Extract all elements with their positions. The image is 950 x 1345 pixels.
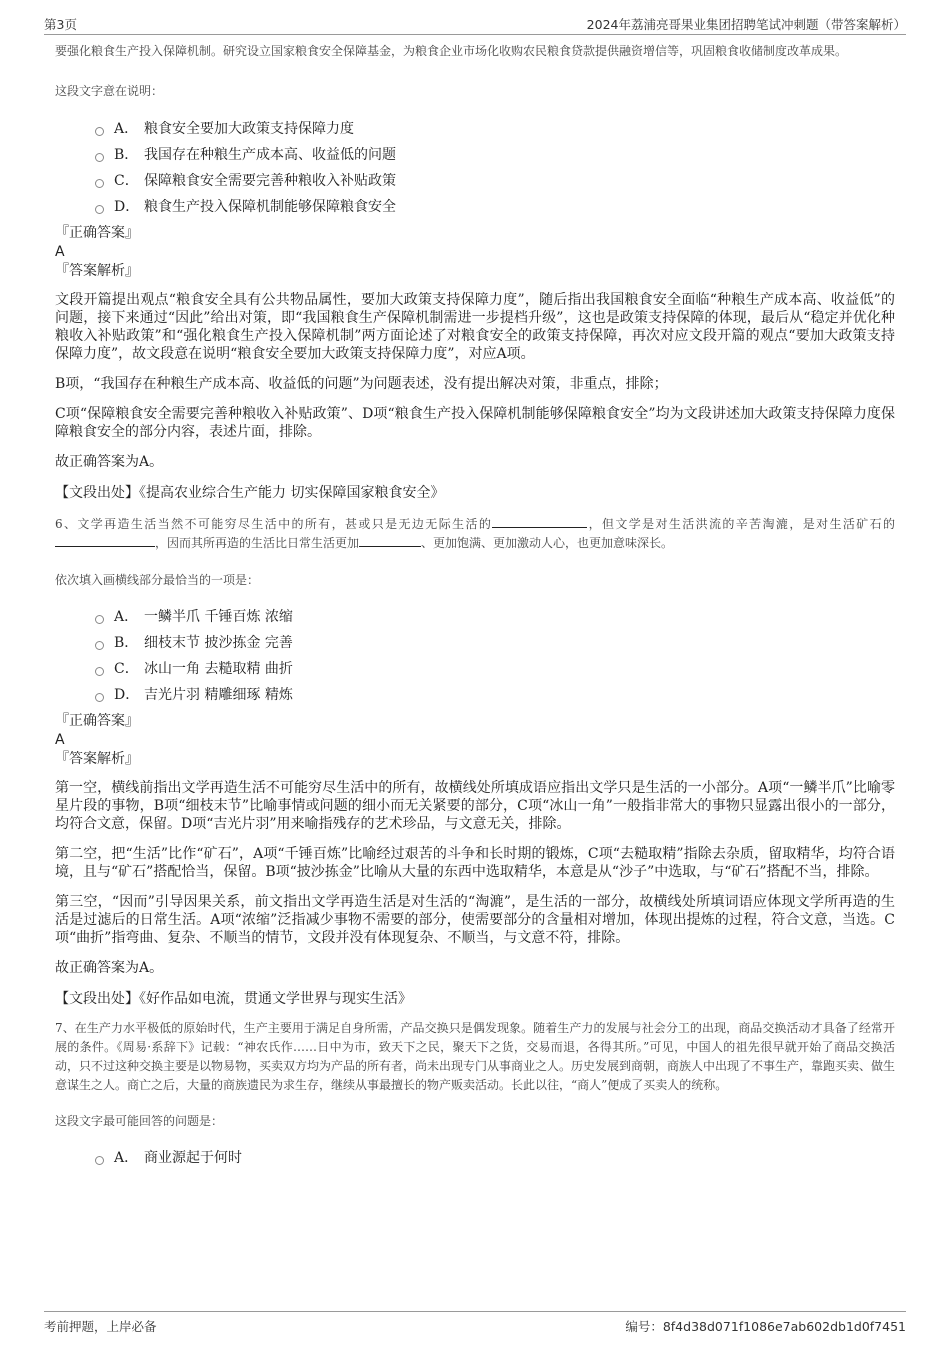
q7-passage: 7、在生产力水平极低的原始时代，生产主要用于满足自身所需，产品交换只是偶发现象。随着生产力的发展与社会分工的出现，商品交换活动才具备了经常开展的条件。《周易·系辞下》记载：“神农氏作……日中为市，致天下之民，聚天下之货，交易而退，各得其所。”可见，中国人的祖先很早就开始了商品交换活动，只不过这种交换主要是以物易物，买卖双方均为产品的所有者，尚未出现专门从事商业之人。历史发展到商朝，商族人中出现了不事生产，靠跑买卖、做生意谋生之人。商亡之后，大量的商族遗民为求生存，继续从事最擅长的物产贩卖活动。长此以往，“商人”便成了买卖人的统称。	[55, 1021, 896, 1092]
option-text: 粮食生产投入保障机制能够保障粮食安全	[144, 199, 396, 215]
radio-button-icon[interactable]	[95, 179, 104, 188]
q7-prompt: 这段文字最可能回答的问题是：	[55, 1114, 224, 1128]
radio-button-icon[interactable]	[95, 153, 104, 162]
q5-options	[55, 116, 895, 220]
q6-option-c[interactable]	[95, 656, 895, 682]
radio-button-icon[interactable]	[95, 615, 104, 624]
radio-button-icon[interactable]	[95, 205, 104, 214]
option-letter: C．	[114, 661, 139, 677]
option-text: 商业源起于何时	[144, 1150, 242, 1166]
q7-option-a[interactable]	[95, 1145, 895, 1171]
page-content	[55, 38, 895, 1171]
radio-button-icon[interactable]	[95, 127, 104, 136]
radio-button-icon[interactable]	[95, 693, 104, 702]
q6-prompt: 依次填入画横线部分最恰当的一项是：	[55, 573, 260, 587]
option-text: 保障粮食安全需要完善种粮收入补贴政策	[144, 173, 396, 189]
radio-button-icon[interactable]	[95, 667, 104, 676]
option-text: 粮食安全要加大政策支持保障力度	[144, 121, 354, 137]
option-text: 冰山一角 去糙取精 曲折	[144, 661, 293, 677]
option-letter: A．	[114, 121, 139, 137]
document-title: 2024年荔浦亮哥果业集团招聘笔试冲刺题（带答案解析）	[586, 17, 906, 32]
q6-analysis-3: 第三空，“因而”引导因果关系，前文指出文学再造生活是对生活的“淘漉”，是生活的一部分，故横线处所填词语应体现文学所再造的生活是过滤后的日常生活。A项“浓缩”泛指减少事物不需要的部分，使需要部分的含量相对增加，体现出提炼的过程，符合文意，当选。C项“曲折”指弯曲、复杂、不顺当的情节，文段并没有体现复杂、不顺当，与文意不符，排除。	[55, 894, 895, 946]
fill-blank	[492, 515, 587, 528]
q7-options	[55, 1145, 895, 1171]
q6-options	[55, 604, 895, 708]
q6-analysis-4: 故正确答案为A。	[55, 960, 164, 976]
document-id: 编号：8f4d38d071f1086e7ab602db1d0f7451	[625, 1319, 906, 1334]
option-text: 细枝末节 披沙拣金 完善	[144, 635, 293, 651]
option-text: 吉光片羽 精雕细琢 精炼	[144, 687, 293, 703]
q5-answer: A	[55, 244, 65, 260]
q5-source: 【文段出处】《提高农业综合生产能力 切实保障国家粮食安全》	[55, 485, 445, 501]
page-footer	[44, 1311, 906, 1336]
q6-option-b[interactable]	[95, 630, 895, 656]
q5-analysis-4: 故正确答案为A。	[55, 454, 164, 470]
q6-analysis-label: 『答案解析』	[55, 751, 139, 767]
q5-prompt: 这段文字意在说明：	[55, 84, 164, 98]
option-letter: A．	[114, 609, 139, 625]
q5-option-b[interactable]	[95, 142, 895, 168]
q5-analysis-3: C项“保障粮食安全需要完善种粮收入补贴政策”、D项“粮食生产投入保障机制能够保障粮食安全”均为文段讲述加大政策支持保障力度保障粮食安全的部分内容，表述片面，排除。	[55, 406, 895, 440]
radio-button-icon[interactable]	[95, 1156, 104, 1165]
option-letter: B．	[114, 635, 139, 651]
q6-answer-label: 『正确答案』	[55, 713, 139, 729]
q5-option-a[interactable]	[95, 116, 895, 142]
q6-option-d[interactable]	[95, 682, 895, 708]
q5-analysis-label: 『答案解析』	[55, 263, 139, 279]
q6-option-a[interactable]	[95, 604, 895, 630]
q6-source: 【文段出处】《好作品如电流，贯通文学世界与现实生活》	[55, 991, 412, 1007]
q6-answer: A	[55, 732, 65, 748]
page-number: 第3页	[44, 17, 77, 32]
q5-analysis-1: 文段开篇提出观点“粮食安全具有公共物品属性，要加大政策支持保障力度”，随后指出我国粮食安全面临“种粮生产成本高、收益低”的问题，接下来通过“因此”给出对策，即“我国粮食生产保障机制需进一步提档升级”，这也是政策支持保障的体现，最后从“稳定并优化种粮收入补贴政策”和“强化粮食生产投入保障机制”两方面论述了对粮食安全的政策支持保障，再次对应文段开篇的观点“要加大政策支持保障力度”，故文段意在说明“粮食安全要加大政策支持保障力度”，对应A项。	[55, 292, 895, 362]
option-letter: D．	[114, 687, 140, 703]
q5-option-c[interactable]	[95, 168, 895, 194]
footer-slogan: 考前押题，上岸必备	[44, 1319, 157, 1334]
radio-button-icon[interactable]	[95, 641, 104, 650]
q6-analysis-2: 第二空，把“生活”比作“矿石”，A项“千锤百炼”比喻经过艰苦的斗争和长时期的锻炼，C项“去糙取精”指除去杂质，留取精华，均符合语境，且与“矿石”搭配恰当，保留。B项“披沙拣金”比喻从大量的东西中选取精华，本意是从“沙子”中选取，与“矿石”搭配不当，排除。	[55, 846, 895, 880]
q5-answer-label: 『正确答案』	[55, 225, 139, 241]
q5-option-d[interactable]	[95, 194, 895, 220]
q6-passage-part2: ，但文学是对生活洪流的辛苦淘漉，是对生活矿石的	[587, 517, 895, 531]
option-letter: A．	[114, 1150, 139, 1166]
q5-analysis-2: B项，“我国存在种粮生产成本高、收益低的问题”为问题表述，没有提出解决对策，非重点，排除；	[55, 376, 668, 392]
q6-passage-part3: ，因而其所再造的生活比日常生活更加	[155, 536, 360, 550]
fill-blank	[359, 534, 421, 547]
q5-passage: 要强化粮食生产投入保障机制。研究设立国家粮食安全保障基金，为粮食企业市场化收购农民粮食贷款提供融资增信等，巩固粮食收储制度改革成果。	[55, 44, 848, 58]
option-letter: B．	[114, 147, 139, 163]
option-letter: C．	[114, 173, 139, 189]
q6-passage	[55, 515, 895, 553]
option-letter: D．	[114, 199, 140, 215]
fill-blank	[55, 534, 155, 547]
q6-passage-part1: 6、文学再造生活当然不可能穷尽生活中的所有，甚或只是无边无际生活的	[55, 517, 493, 531]
q6-analysis-1: 第一空，横线前指出文学再造生活不可能穷尽生活中的所有，故横线处所填成语应指出文学只是生活的一小部分。A项“一鳞半爪”比喻零星片段的事物，B项“细枝末节”比喻事情或问题的细小而无关紧要的部分，C项“冰山一角”一般指非常大的事物只显露出很小的一部分，均符合文意，保留。D项“吉光片羽”用来喻指残存的艺术珍品，与文意无关，排除。	[55, 780, 895, 832]
q6-passage-part4: 、更加饱满、更加激动人心，也更加意味深长。	[421, 536, 674, 550]
option-text: 我国存在种粮生产成本高、收益低的问题	[144, 147, 396, 163]
page-header	[44, 12, 906, 35]
option-text: 一鳞半爪 千锤百炼 浓缩	[144, 609, 293, 625]
